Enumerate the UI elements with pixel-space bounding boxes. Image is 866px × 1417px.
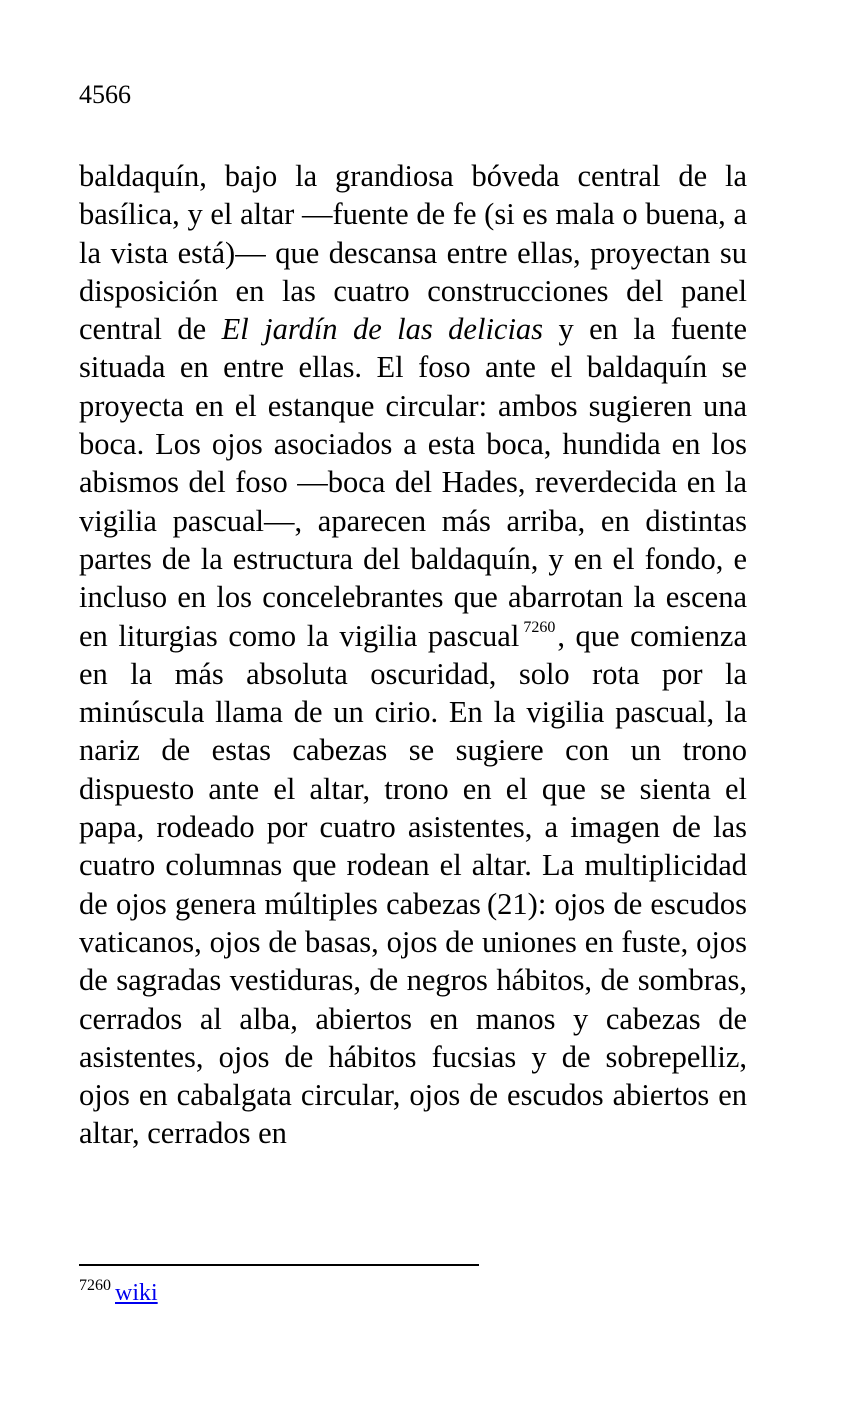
footnote-reference: 7260 — [523, 618, 556, 636]
body-text-segment: , que comienza en la más absoluta oscuridad, solo rota por la minúscula llama de un cirio. En la vigilia pascual, la nariz de estas cabezas se sugiere con un trono dispuesto ante el altar, trono en el que se sienta el papa, rodeado por cuatro asistentes, a imagen de las cuatro columnas que rodean el altar. La multiplicidad de ojos genera múltiples cabezas (21): ojos de escudos vaticanos, ojos de basas, ojos de uniones en fuste, ojos de sagradas vestiduras, de negros hábitos, de sombras, cerrados al alba, abiertos en manos y cabezas de asistentes, ojos de hábitos fucsias y de sobrepelliz, ojos en cabalgata circular, ojos de escudos abiertos en altar, cerrados en — [79, 618, 748, 1151]
footnote — [79, 1278, 158, 1308]
footnote-marker: 7260 — [79, 1277, 111, 1294]
body-text-segment: y en la fuente situada en entre ellas. El foso ante el baldaquín se proyecta en el estanque circular: ambos sugieren una boca. Los ojos asociados a esta boca, hundida en los abismos del foso ―boca del Hades, reverdecida en la vigilia pascual―, aparecen más arriba, en distintas partes de la estructura del baldaquín, y en el fondo, e incluso en los concelebrantes que abarrotan la escena en liturgias como la vigilia pascual — [79, 312, 747, 653]
body-paragraph — [79, 157, 747, 1153]
artwork-title: El jardín de las delicias — [221, 312, 544, 347]
page-number: 4566 — [79, 80, 131, 109]
footnote-link[interactable]: wiki — [115, 1280, 158, 1306]
footnote-separator — [79, 1264, 479, 1266]
body-text-segment: baldaquín, bajo la grandiosa bóveda central de la basílica, y el altar ―fuente de fe (si es mala o buena, a la vista está)― que descansa entre ellas, proyectan su disposición en las cuatro construcciones del panel central de — [79, 159, 747, 347]
